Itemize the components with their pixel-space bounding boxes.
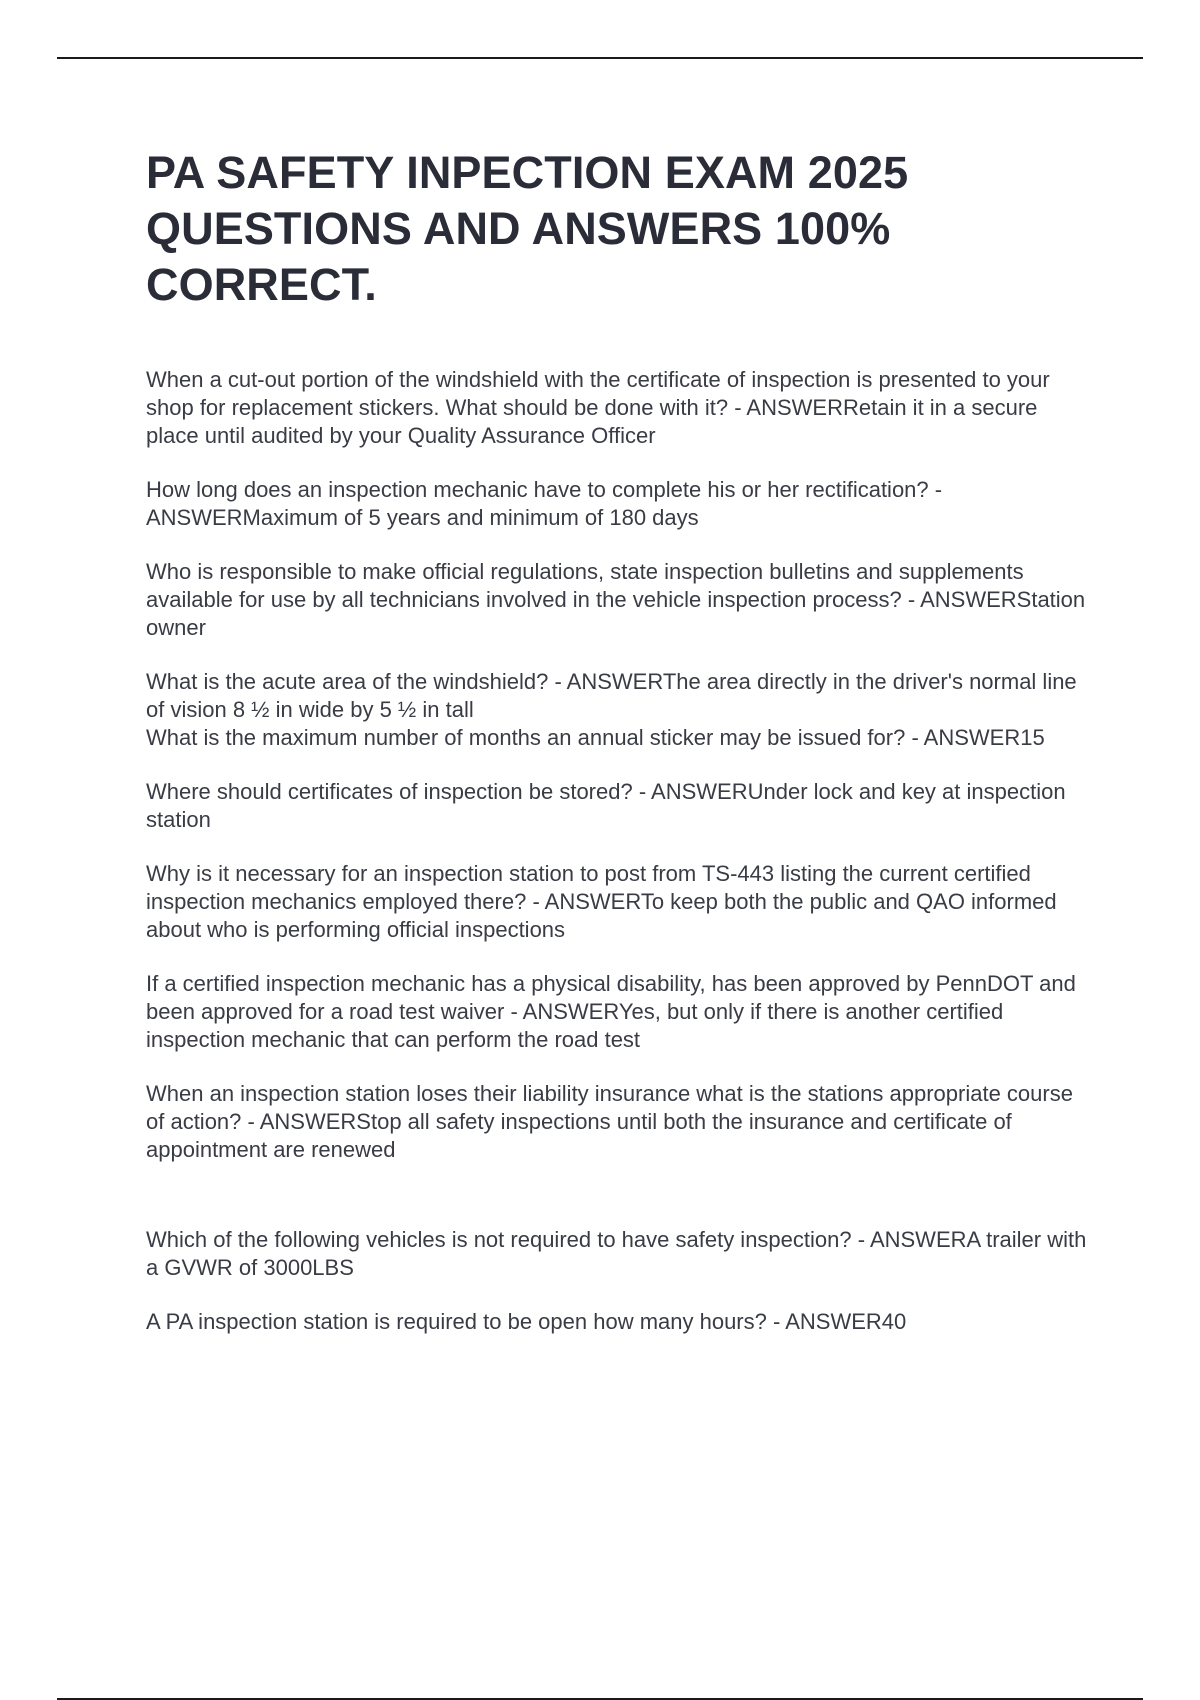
top-divider xyxy=(57,57,1143,59)
qa-item: How long does an inspection mechanic have to complete his or her rectification? - ANSWERMaximum of 5 years and minimum of 180 days xyxy=(146,477,943,530)
page-title: PA SAFETY INPECTION EXAM 2025 QUESTIONS AND ANSWERS 100% CORRECT. xyxy=(146,147,909,310)
qa-item: When an inspection station loses their liability insurance what is the stations appropriate course of action? - ANSWERStop all safety inspections until both the insurance and certificate of appointment are renewed xyxy=(146,1081,1073,1162)
qa-item: If a certified inspection mechanic has a physical disability, has been approved by PennDOT and been approved for a road test waiver - ANSWERYes, but only if there is another certified inspection mechanic that can perform the road test xyxy=(146,971,1076,1052)
qa-item: Why is it necessary for an inspection station to post from TS-443 listing the current certified inspection mechanics employed there? - ANSWERTo keep both the public and QAO informed about who is performing official inspections xyxy=(146,861,1057,942)
qa-item: A PA inspection station is required to be open how many hours? - ANSWER40 xyxy=(146,1309,907,1334)
qa-list xyxy=(146,366,1096,1362)
qa-item: Which of the following vehicles is not required to have safety inspection? - ANSWERA trailer with a GVWR of 3000LBS xyxy=(146,1227,1087,1280)
qa-item: Where should certificates of inspection be stored? - ANSWERUnder lock and key at inspection station xyxy=(146,779,1066,832)
qa-item: Who is responsible to make official regulations, state inspection bulletins and supplements available for use by all technicians involved in the vehicle inspection process? - ANSWERStation owner xyxy=(146,559,1086,640)
qa-item: What is the acute area of the windshield? - ANSWERThe area directly in the driver's normal line of vision 8 ½ in wide by 5 ½ in tall xyxy=(146,669,1077,722)
qa-item: When a cut-out portion of the windshield with the certificate of inspection is presented to your shop for replacement stickers. What should be done with it? - ANSWERRetain it in a secure place until audited by your Quality Assurance Officer xyxy=(146,367,1050,448)
qa-item: What is the maximum number of months an annual sticker may be issued for? - ANSWER15 xyxy=(146,725,1045,750)
